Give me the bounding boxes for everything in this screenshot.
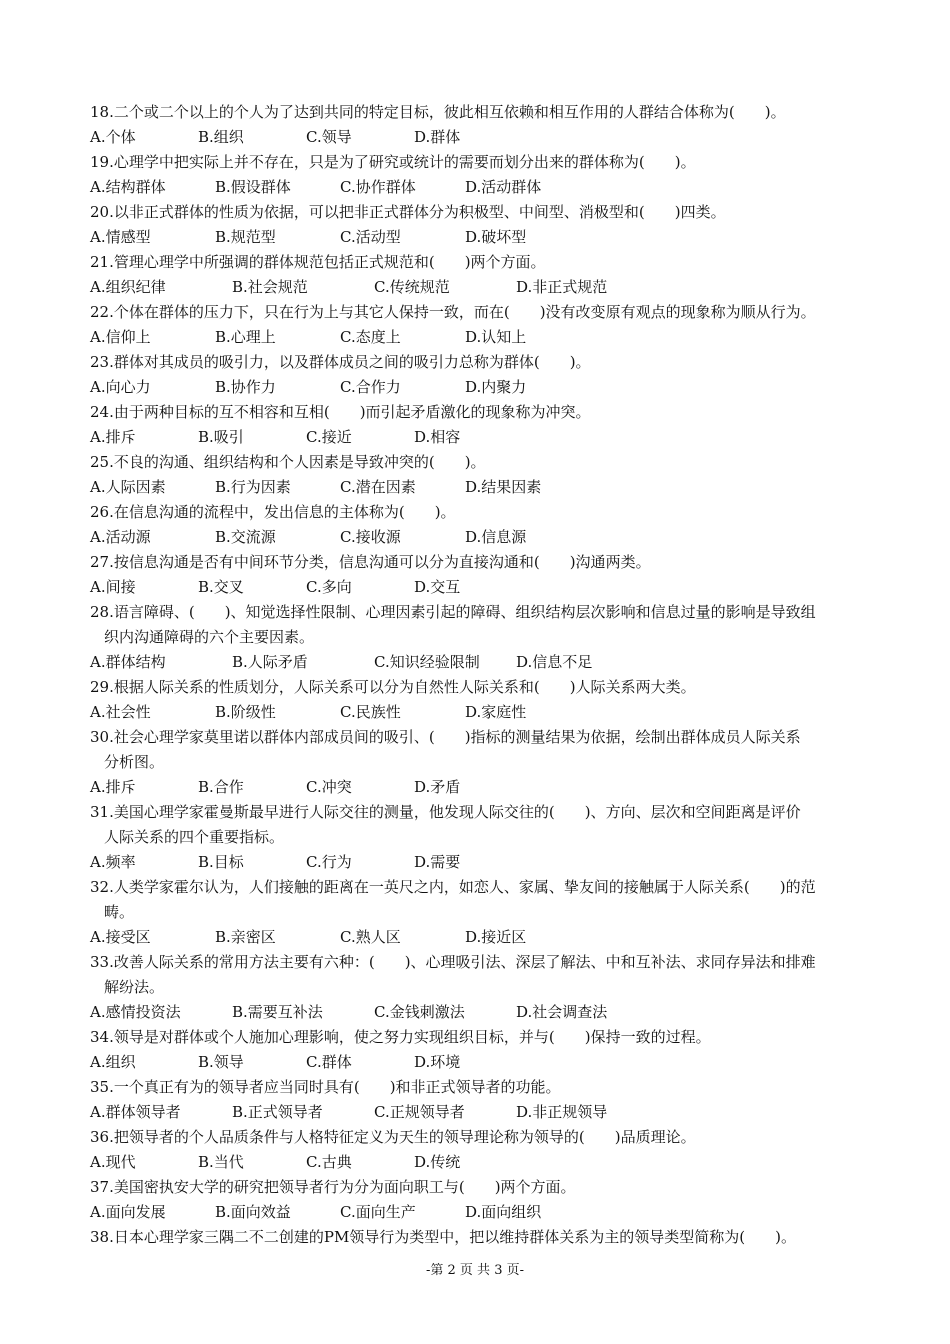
answer-option: B.规范型 bbox=[215, 228, 276, 246]
answer-option: B.行为因素 bbox=[215, 478, 291, 496]
question-stem: 35.一个真正有为的领导者应当同时具有( )和非正式领导者的功能。 bbox=[90, 1078, 561, 1096]
answer-option: C.金钱刺激法 bbox=[374, 1003, 465, 1021]
answer-option: B.当代 bbox=[198, 1153, 244, 1171]
answer-option: D.活动群体 bbox=[465, 178, 542, 196]
answer-option: D.非正规领导 bbox=[516, 1103, 608, 1121]
answer-option: C.民族性 bbox=[340, 703, 401, 721]
answer-option: A.信仰上 bbox=[90, 328, 151, 346]
answer-option: C.多向 bbox=[306, 578, 352, 596]
options-row bbox=[90, 700, 880, 725]
answer-option: D.家庭性 bbox=[465, 703, 527, 721]
answer-option: D.结果因素 bbox=[465, 478, 542, 496]
question-stem: 21.管理心理学中所强调的群体规范包括正式规范和( )两个方面。 bbox=[90, 253, 546, 271]
answer-option: B.吸引 bbox=[198, 428, 244, 446]
answer-option: A.面向发展 bbox=[90, 1203, 166, 1221]
question-text bbox=[90, 300, 880, 325]
question-continuation: 人际关系的四个重要指标。 bbox=[104, 828, 285, 846]
question-stem: 31.美国心理学家霍曼斯最早进行人际交往的测量，他发现人际交往的( )、方向、层次和空间距离是评价 bbox=[90, 803, 801, 821]
question-text bbox=[90, 1175, 880, 1200]
answer-option: B.心理上 bbox=[215, 328, 276, 346]
question-text bbox=[90, 500, 880, 525]
answer-option: B.组织 bbox=[198, 128, 244, 146]
question-text bbox=[90, 400, 880, 425]
question-text bbox=[90, 600, 880, 625]
answer-option: D.接近区 bbox=[465, 928, 527, 946]
options-row bbox=[90, 925, 880, 950]
question-stem: 25.不良的沟通、组织结构和个人因素是导致冲突的( )。 bbox=[90, 453, 486, 471]
answer-option: A.人际因素 bbox=[90, 478, 166, 496]
question-stem: 27.按信息沟通是否有中间环节分类，信息沟通可以分为直接沟通和( )沟通两类。 bbox=[90, 553, 651, 571]
answer-option: A.群体领导者 bbox=[90, 1103, 181, 1121]
question-stem: 19.心理学中把实际上并不存在，只是为了研究或统计的需要而划分出来的群体称为( )。 bbox=[90, 153, 696, 171]
question-continuation: 分析图。 bbox=[104, 753, 165, 771]
answer-option: B.目标 bbox=[198, 853, 244, 871]
options-row bbox=[90, 775, 880, 800]
question-stem: 23.群体对其成员的吸引力，以及群体成员之间的吸引力总称为群体( )。 bbox=[90, 353, 591, 371]
answer-option: C.冲突 bbox=[306, 778, 352, 796]
options-row bbox=[90, 125, 880, 150]
answer-option: A.社会性 bbox=[90, 703, 151, 721]
question-stem: 30.社会心理学家莫里诺以群体内部成员间的吸引、( )指标的测量结果为依据，绘制出群体成员人际关系 bbox=[90, 728, 801, 746]
answer-option: D.相容 bbox=[414, 428, 461, 446]
answer-option: C.知识经验限制 bbox=[374, 653, 480, 671]
question-text bbox=[90, 100, 880, 125]
options-row bbox=[90, 1000, 880, 1025]
answer-option: A.个体 bbox=[90, 128, 136, 146]
answer-option: A.组织 bbox=[90, 1053, 136, 1071]
answer-option: D.矛盾 bbox=[414, 778, 461, 796]
answer-option: A.向心力 bbox=[90, 378, 151, 396]
question-text bbox=[90, 950, 880, 975]
question-text bbox=[90, 725, 880, 750]
answer-option: A.排斥 bbox=[90, 778, 136, 796]
answer-option: C.面向生产 bbox=[340, 1203, 416, 1221]
answer-option: B.协作力 bbox=[215, 378, 276, 396]
answer-option: A.群体结构 bbox=[90, 653, 166, 671]
answer-option: A.活动源 bbox=[90, 528, 151, 546]
question-text bbox=[90, 1075, 880, 1100]
answer-option: B.交叉 bbox=[198, 578, 244, 596]
answer-option: A.排斥 bbox=[90, 428, 136, 446]
answer-option: B.领导 bbox=[198, 1053, 244, 1071]
question-continuation: 解纷法。 bbox=[104, 978, 165, 996]
options-row bbox=[90, 1050, 880, 1075]
options-row bbox=[90, 1200, 880, 1225]
options-row bbox=[90, 575, 880, 600]
options-row bbox=[90, 275, 880, 300]
answer-option: C.接收源 bbox=[340, 528, 401, 546]
question-text bbox=[90, 800, 880, 825]
answer-option: A.频率 bbox=[90, 853, 136, 871]
answer-option: C.领导 bbox=[306, 128, 352, 146]
options-row bbox=[90, 375, 880, 400]
answer-option: B.合作 bbox=[198, 778, 244, 796]
question-text bbox=[90, 200, 880, 225]
answer-option: B.面向效益 bbox=[215, 1203, 291, 1221]
answer-option: B.正式领导者 bbox=[232, 1103, 323, 1121]
answer-option: A.结构群体 bbox=[90, 178, 166, 196]
answer-option: C.协作群体 bbox=[340, 178, 416, 196]
question-text bbox=[90, 450, 880, 475]
answer-option: C.正规领导者 bbox=[374, 1103, 465, 1121]
answer-option: C.古典 bbox=[306, 1153, 352, 1171]
question-text bbox=[90, 350, 880, 375]
answer-option: D.传统 bbox=[414, 1153, 461, 1171]
answer-option: C.活动型 bbox=[340, 228, 401, 246]
answer-option: D.信息不足 bbox=[516, 653, 593, 671]
question-text bbox=[90, 1025, 880, 1050]
question-list bbox=[90, 100, 880, 1250]
question-stem: 34.领导是对群体或个人施加心理影响，使之努力实现组织目标，并与( )保持一致的过程。 bbox=[90, 1028, 711, 1046]
question-text bbox=[90, 150, 880, 175]
answer-option: C.熟人区 bbox=[340, 928, 401, 946]
answer-option: B.需要互补法 bbox=[232, 1003, 323, 1021]
answer-option: C.接近 bbox=[306, 428, 352, 446]
question-stem: 38.日本心理学家三隅二不二创建的PM领导行为类型中，把以维持群体关系为主的领导类型简称为( )。 bbox=[90, 1228, 797, 1246]
options-row bbox=[90, 425, 880, 450]
options-row bbox=[90, 325, 880, 350]
answer-option: B.交流源 bbox=[215, 528, 276, 546]
question-text bbox=[90, 1125, 880, 1150]
answer-option: D.社会调查法 bbox=[516, 1003, 608, 1021]
question-text bbox=[90, 875, 880, 900]
question-stem: 37.美国密执安大学的研究把领导者行为分为面向职工与( )两个方面。 bbox=[90, 1178, 576, 1196]
answer-option: A.现代 bbox=[90, 1153, 136, 1171]
answer-option: B.人际矛盾 bbox=[232, 653, 308, 671]
answer-option: A.间接 bbox=[90, 578, 136, 596]
options-row bbox=[90, 650, 880, 675]
answer-option: C.合作力 bbox=[340, 378, 401, 396]
answer-option: D.认知上 bbox=[465, 328, 527, 346]
question-text bbox=[90, 1225, 880, 1250]
answer-option: D.非正式规范 bbox=[516, 278, 608, 296]
options-row bbox=[90, 1150, 880, 1175]
question-stem: 32.人类学家霍尔认为，人们接触的距离在一英尺之内，如恋人、家属、挚友间的接触属于人际关系( )的范 bbox=[90, 878, 816, 896]
question-text bbox=[90, 250, 880, 275]
answer-option: B.阶级性 bbox=[215, 703, 276, 721]
answer-option: C.态度上 bbox=[340, 328, 401, 346]
answer-option: D.面向组织 bbox=[465, 1203, 542, 1221]
question-continuation: 畴。 bbox=[104, 903, 135, 921]
answer-option: D.需要 bbox=[414, 853, 461, 871]
question-text bbox=[90, 675, 880, 700]
answer-option: D.交互 bbox=[414, 578, 461, 596]
answer-option: C.潜在因素 bbox=[340, 478, 416, 496]
answer-option: A.组织纪律 bbox=[90, 278, 166, 296]
question-stem: 36.把领导者的个人品质条件与人格特征定义为天生的领导理论称为领导的( )品质理论。 bbox=[90, 1128, 696, 1146]
options-row bbox=[90, 1100, 880, 1125]
answer-option: A.情感型 bbox=[90, 228, 151, 246]
answer-option: D.群体 bbox=[414, 128, 461, 146]
options-row bbox=[90, 850, 880, 875]
answer-option: D.信息源 bbox=[465, 528, 527, 546]
page-footer: -第 2 页 共 3 页- bbox=[426, 1263, 524, 1278]
question-stem: 22.个体在群体的压力下，只在行为上与其它人保持一致，而在( )没有改变原有观点的现象称为顺从行为。 bbox=[90, 303, 816, 321]
answer-option: D.破坏型 bbox=[465, 228, 527, 246]
answer-option: B.社会规范 bbox=[232, 278, 308, 296]
question-continuation: 织内沟通障碍的六个主要因素。 bbox=[104, 628, 315, 646]
question-stem: 26.在信息沟通的流程中，发出信息的主体称为( )。 bbox=[90, 503, 456, 521]
options-row bbox=[90, 475, 880, 500]
options-row bbox=[90, 525, 880, 550]
answer-option: B.亲密区 bbox=[215, 928, 276, 946]
answer-option: D.内聚力 bbox=[465, 378, 527, 396]
options-row bbox=[90, 175, 880, 200]
question-stem: 28.语言障碍、( )、知觉选择性限制、心理因素引起的障碍、组织结构层次影响和信息过量的影响是导致组 bbox=[90, 603, 816, 621]
question-stem: 18.二个或二个以上的个人为了达到共同的特定目标，彼此相互依赖和相互作用的人群结合体称为( )。 bbox=[90, 103, 786, 121]
answer-option: D.环境 bbox=[414, 1053, 461, 1071]
question-stem: 24.由于两种目标的互不相容和互相( )而引起矛盾激化的现象称为冲突。 bbox=[90, 403, 591, 421]
question-text bbox=[90, 550, 880, 575]
answer-option: A.接受区 bbox=[90, 928, 151, 946]
answer-option: C.传统规范 bbox=[374, 278, 450, 296]
options-row bbox=[90, 225, 880, 250]
answer-option: B.假设群体 bbox=[215, 178, 291, 196]
answer-option: A.感情投资法 bbox=[90, 1003, 181, 1021]
answer-option: C.行为 bbox=[306, 853, 352, 871]
answer-option: C.群体 bbox=[306, 1053, 352, 1071]
question-stem: 20.以非正式群体的性质为依据，可以把非正式群体分为积极型、中间型、消极型和( )四类。 bbox=[90, 203, 726, 221]
question-stem: 29.根据人际关系的性质划分，人际关系可以分为自然性人际关系和( )人际关系两大类。 bbox=[90, 678, 696, 696]
question-stem: 33.改善人际关系的常用方法主要有六种：( )、心理吸引法、深层了解法、中和互补法、求同存异法和排难 bbox=[90, 953, 816, 971]
